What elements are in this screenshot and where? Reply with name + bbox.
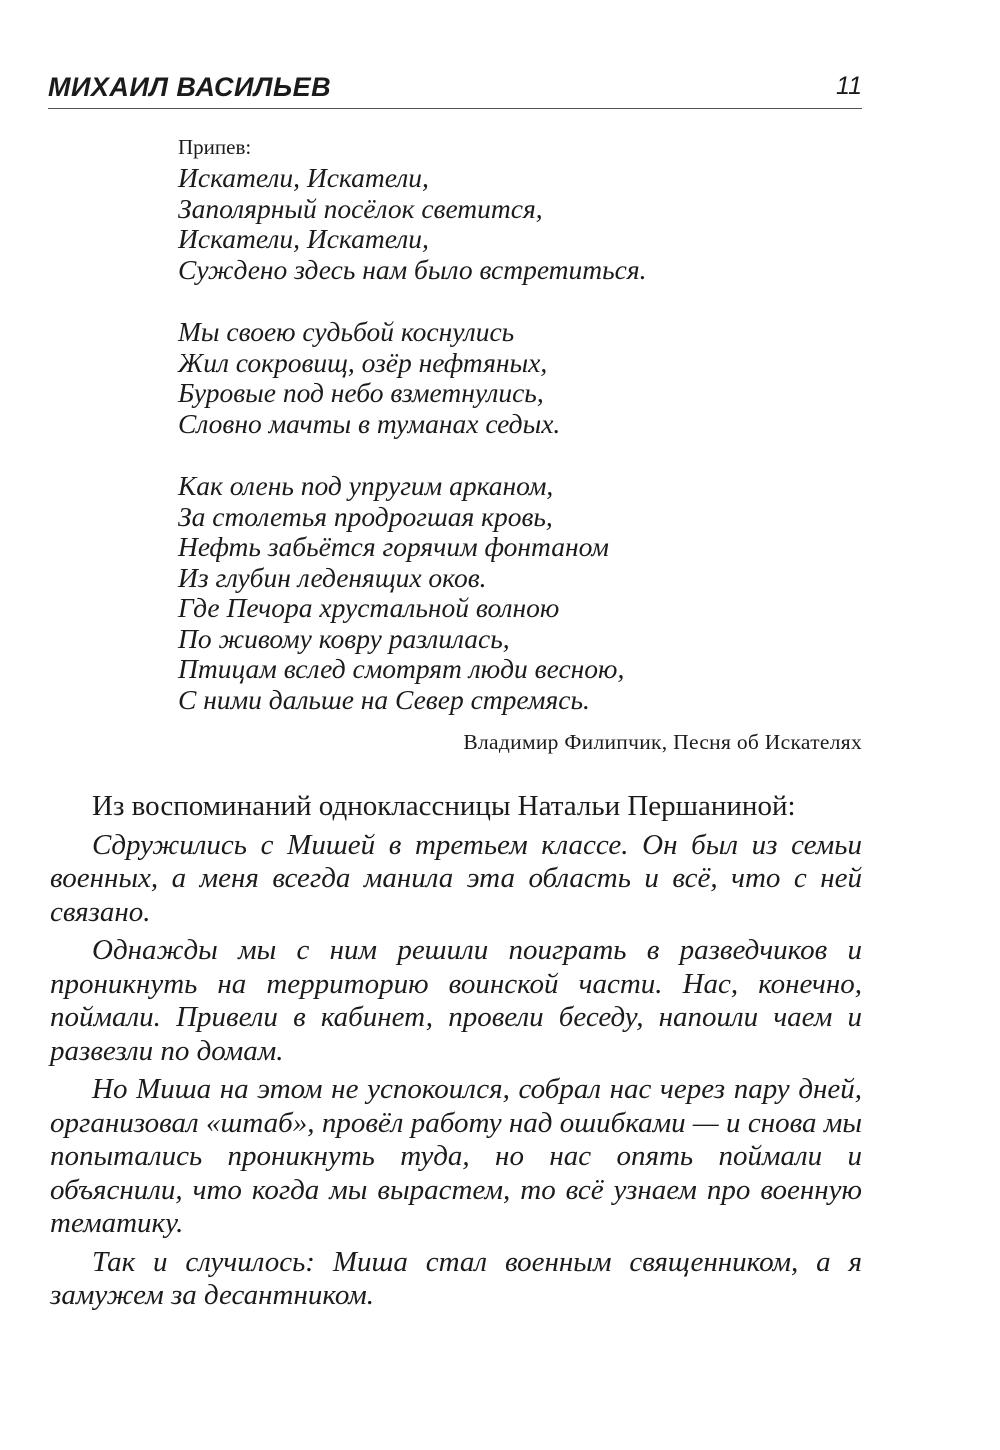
poem-line: По живому ковру разлилась, [178, 622, 510, 654]
memoir-paragraph: Сдружились с Мишей в третьем классе. Он был из семьи военных, а меня всегда манила эта область и всё, что с ней связано. [50, 828, 862, 928]
running-header [48, 62, 862, 110]
poem-stanza [178, 471, 868, 715]
chorus-label: Припев: [178, 135, 252, 159]
poem-line: Жил сокровищ, озёр нефтяных, [178, 346, 548, 378]
poem-line: Где Печора хрустальной волною [178, 592, 560, 623]
poem-line: Как олень под упругим арканом, [178, 470, 554, 501]
memoir-intro: Из воспоминаний одноклассницы Натальи Першаниной: [92, 790, 796, 822]
poem-line: С ними дальше на Север стремясь. [178, 683, 590, 715]
poem-line: Мы своею судьбой коснулись [178, 316, 515, 347]
poem-stanza [178, 163, 868, 285]
poem-line: Нефть забьётся горячим фонтаном [178, 531, 609, 562]
poem-line: Заполярный посёлок светится, [178, 192, 543, 224]
poem-line: Искатели, Искатели, [178, 223, 429, 254]
poem-attribution: Владимир Филипчик, Песня об Искателях [463, 730, 862, 754]
memoir-paragraph: Так и случилось: Миша стал военным священником, а я замужем за десантником. [50, 1245, 862, 1311]
memoir-paragraph: Но Миша на этом не успокоился, собрал нас через пару дней, организовал «штаб», провёл работу над ошибками — и снова мы попытались проникнуть туда, но нас опять поймали и объяснили, что когда мы вырастем, то всё узнаем про военную тематику. [50, 1073, 862, 1239]
poem-line: Птицам вслед смотрят люди весною, [178, 653, 625, 684]
poem-line: Из глубин леденящих оков. [178, 561, 487, 593]
poem-line: Искатели, Искатели, [178, 162, 429, 193]
poem-line: Суждено здесь нам было встретиться. [178, 253, 647, 285]
page-number: 11 [836, 72, 862, 100]
poem-line: Словно мачты в туманах седых. [178, 407, 561, 439]
poem-line: За столетья продрогшая кровь, [178, 500, 553, 532]
header-divider [48, 108, 862, 109]
header-author: МИХАИЛ ВАСИЛЬЕВ [48, 72, 332, 102]
poem-stanza [178, 317, 868, 439]
poem-line: Буровые под небо взметнулись, [178, 377, 544, 408]
memoir-paragraph: Однажды мы с ним решили поиграть в разведчиков и проникнуть на территорию воинской части. Нас, конечно, поймали. Привели в кабинет, провели беседу, напоили чаем и развезли по домам. [50, 934, 862, 1067]
memoir-section [50, 790, 862, 1318]
poem [178, 134, 868, 715]
